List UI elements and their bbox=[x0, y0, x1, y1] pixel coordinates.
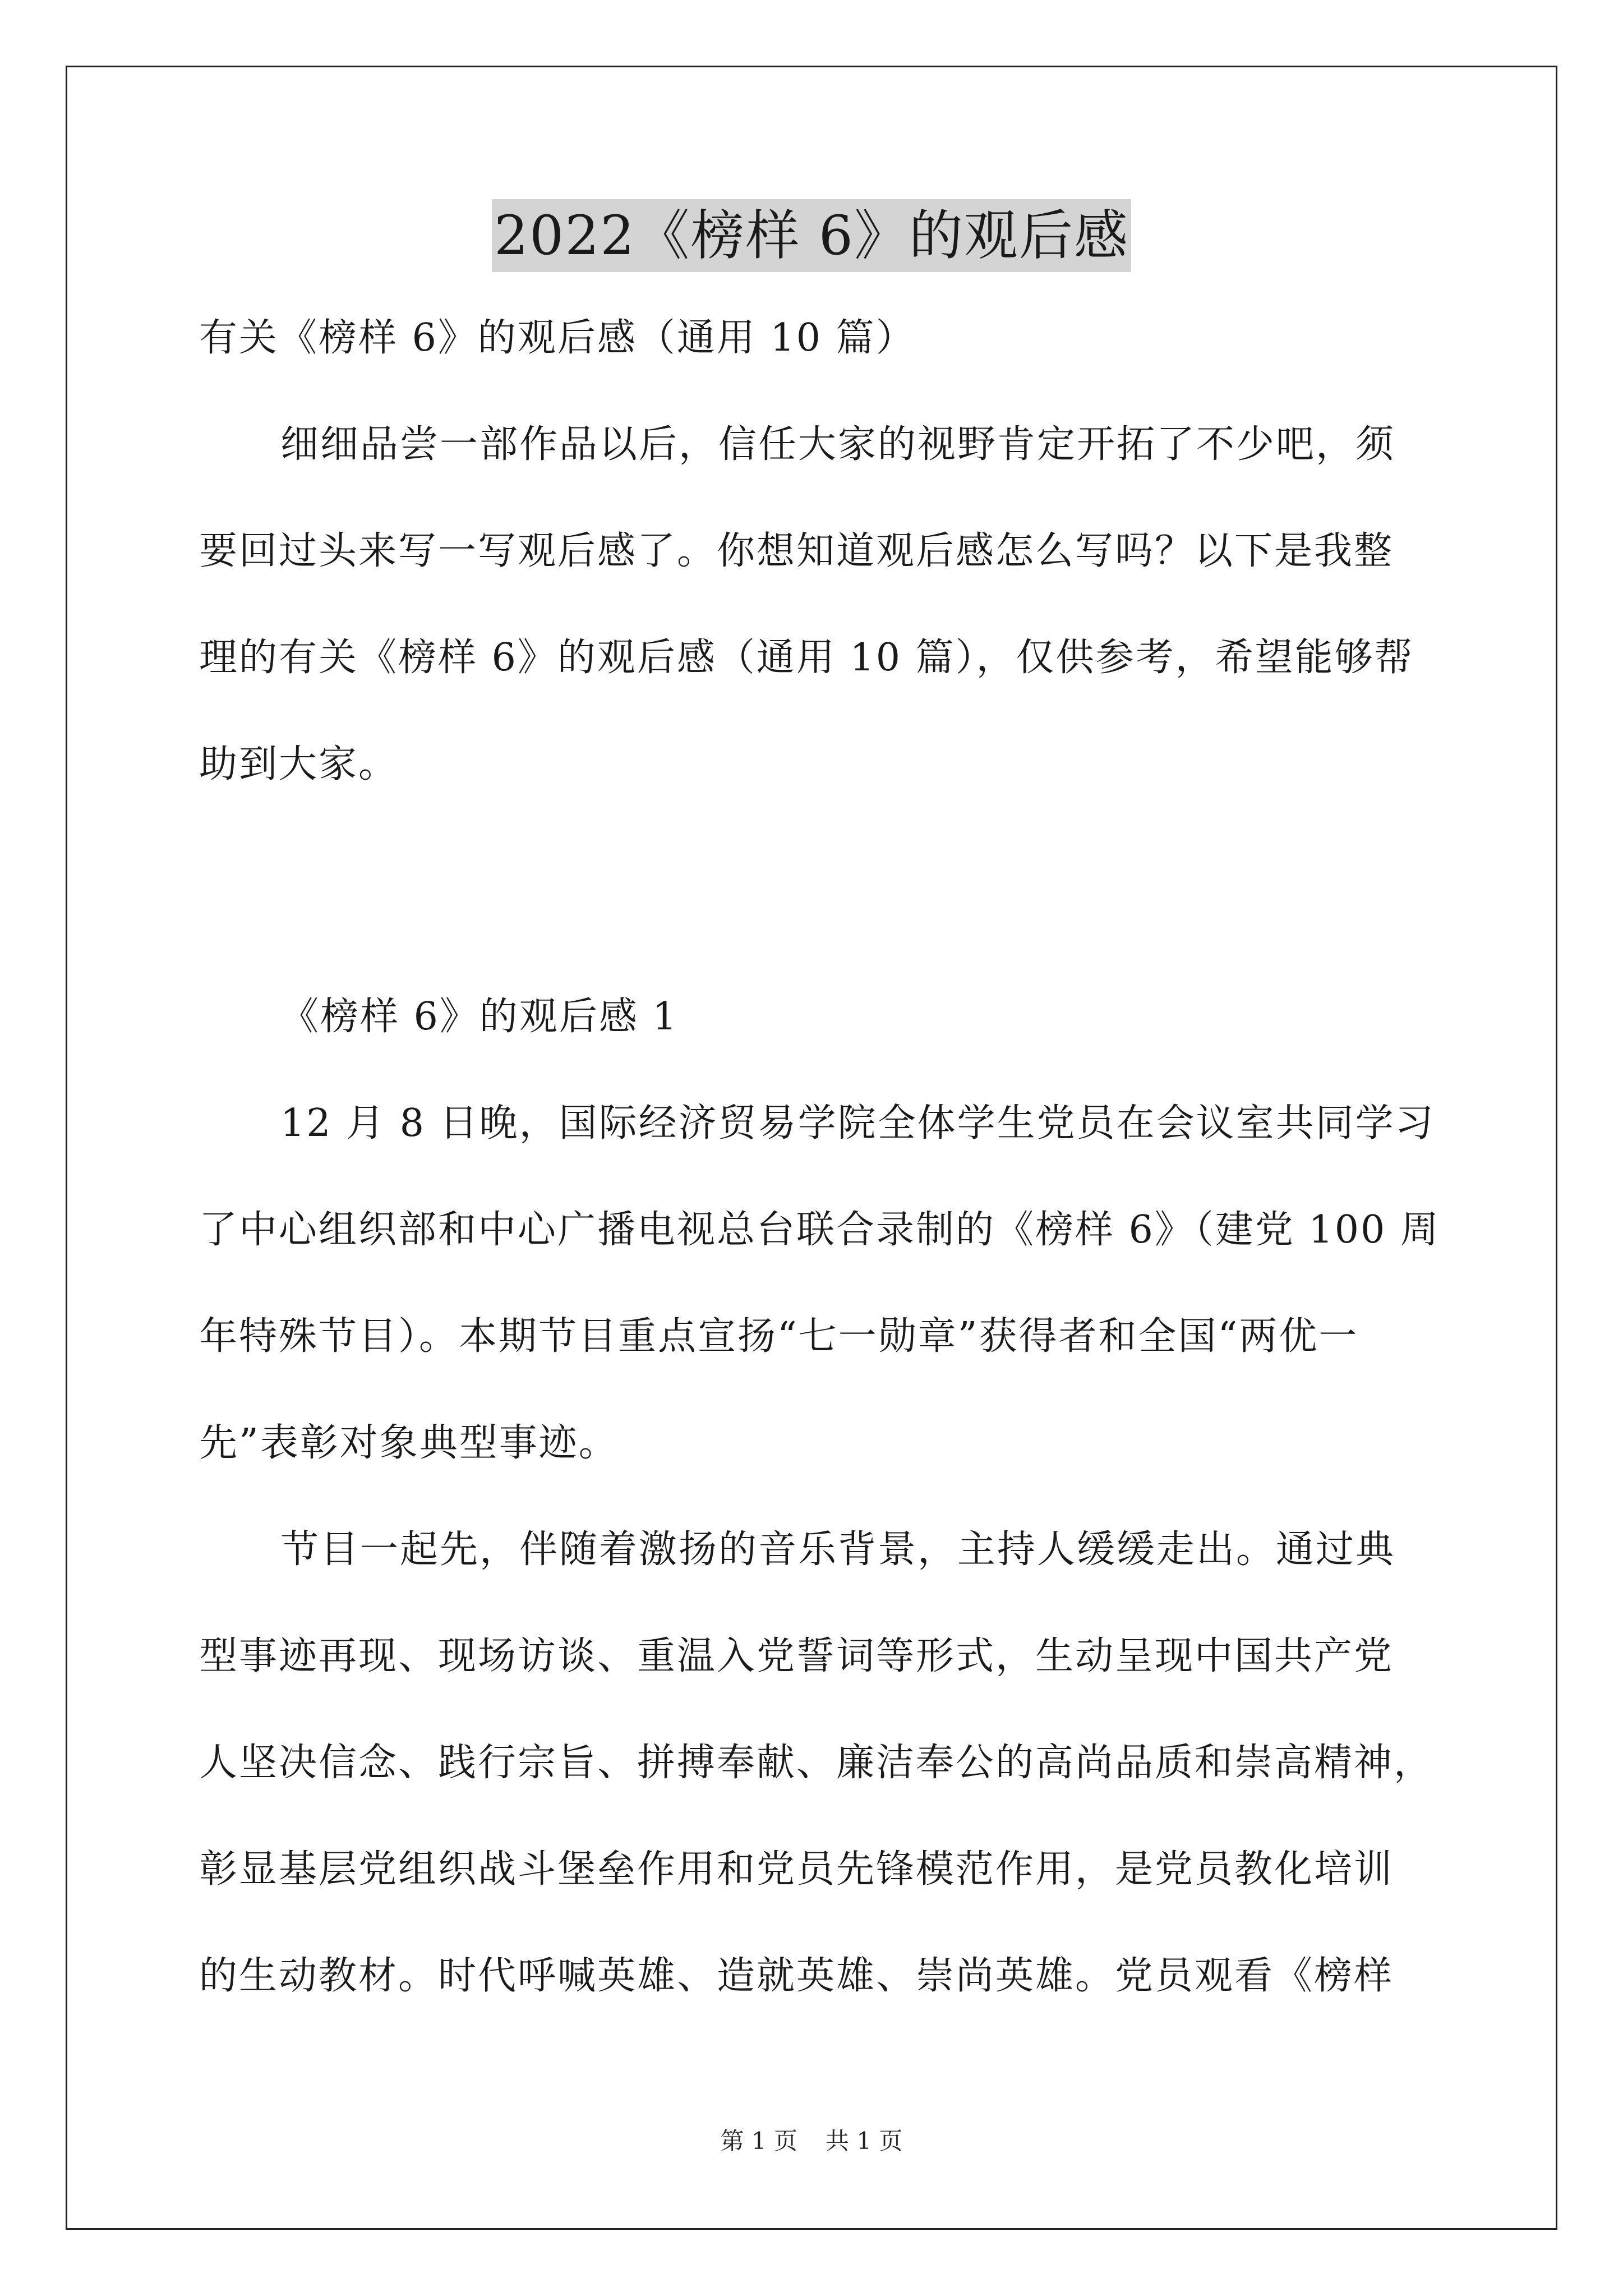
paragraph-line: 彰显基层党组织战斗堡垒作用和党员先锋模范作用，是党员教化培训 bbox=[199, 1847, 1394, 1892]
intro-line: 助到大家。 bbox=[199, 742, 399, 786]
intro-line: 理的有关《榜样 6》的观后感（通用 10 篇），仅供参考，希望能够帮 bbox=[199, 636, 1414, 680]
intro-line: 要回过头来写一写观后感了。你想知道观后感怎么写吗？以下是我整 bbox=[199, 529, 1394, 573]
paragraph-line: 先”表彰对象典型事迹。 bbox=[199, 1421, 619, 1465]
page-total: 共 1 页 bbox=[826, 2127, 903, 2155]
paragraph-line: 人坚决信念、践行宗旨、拼搏奉献、廉洁奉公的高尚品质和崇高精神， bbox=[199, 1741, 1434, 1785]
title-block bbox=[0, 199, 1623, 272]
intro-line: 细细品尝一部作品以后，信任大家的视野肯定开拓了不少吧，须 bbox=[280, 422, 1396, 467]
document-title: 2022《榜样 6》的观后感 bbox=[492, 199, 1131, 272]
paragraph-line: 了中心组织部和中心广播电视总台联合录制的《榜样 6》（建党 100 周 bbox=[199, 1208, 1440, 1252]
page-number: 第 1 页 bbox=[720, 2127, 797, 2155]
section-heading: 《榜样 6》的观后感 1 bbox=[280, 995, 679, 1039]
paragraph-line: 型事迹再现、现场访谈、重温入党誓词等形式，生动呈现中国共产党 bbox=[199, 1634, 1394, 1678]
page-footer bbox=[0, 2124, 1623, 2158]
paragraph-line: 节目一起先，伴随着激扬的音乐背景，主持人缓缓走出。通过典 bbox=[280, 1527, 1396, 1572]
subtitle: 有关《榜样 6》的观后感（通用 10 篇） bbox=[199, 316, 916, 360]
paragraph-line: 的生动教材。时代呼喊英雄、造就英雄、崇尚英雄。党员观看《榜样 bbox=[199, 1954, 1394, 1998]
paragraph-line: 年特殊节目）。本期节目重点宣扬“七一勋章”获得者和全国“两优一 bbox=[199, 1314, 1359, 1359]
paragraph-line: 12 月 8 日晚，国际经济贸易学院全体学生党员在会议室共同学习 bbox=[280, 1101, 1435, 1145]
